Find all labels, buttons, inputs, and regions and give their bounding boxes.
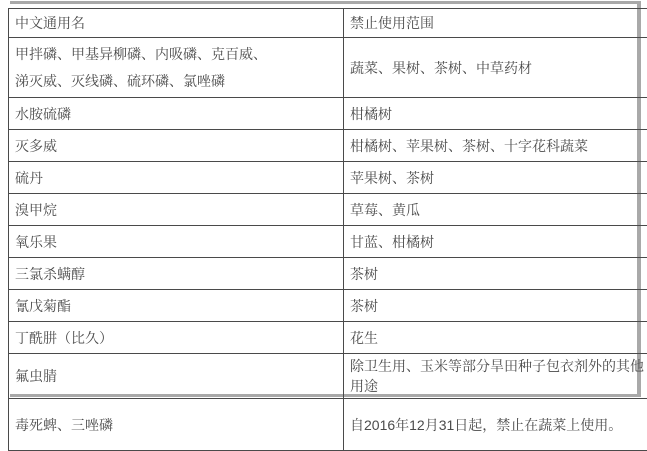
table-row (9, 258, 647, 290)
header-prohibited-scope: 禁止使用范围 (344, 9, 647, 38)
pesticide-name-cell: 溴甲烷 (9, 194, 344, 226)
pesticide-name-cell (9, 38, 344, 98)
prohibited-scope-cell: 除卫生用、玉米等部分旱田种子包衣剂外的其他用途 (344, 354, 647, 399)
prohibited-scope-cell: 草莓、黄瓜 (344, 194, 647, 226)
pesticide-name-cell: 氟虫腈 (9, 354, 344, 399)
table-row (9, 130, 647, 162)
table-row (9, 322, 647, 354)
pesticide-name-cell: 硫丹 (9, 162, 344, 194)
pesticide-name-cell: 灭多威 (9, 130, 344, 162)
prohibited-scope-cell: 花生 (344, 322, 647, 354)
pesticide-name-cell: 氧乐果 (9, 226, 344, 258)
table-row (9, 399, 647, 451)
pesticide-name-line: 甲拌磷、甲基异柳磷、内吸磷、克百威、 (15, 41, 337, 68)
prohibited-scope-cell: 茶树 (344, 258, 647, 290)
table-row (9, 98, 647, 130)
prohibited-scope-cell: 甘蓝、柑橘树 (344, 226, 647, 258)
pesticide-name-cell: 水胺硫磷 (9, 98, 344, 130)
prohibited-scope-cell: 自2016年12月31日起，禁止在蔬菜上使用。 (344, 399, 647, 451)
pesticide-name-cell: 毒死蜱、三唑磷 (9, 399, 344, 451)
pesticide-name-line: 涕灭威、灭线磷、硫环磷、氯唑磷 (15, 68, 337, 95)
pesticide-name-cell: 三氯杀螨醇 (9, 258, 344, 290)
table-row (9, 290, 647, 322)
table-row (9, 162, 647, 194)
table-header-row (9, 9, 647, 38)
table-row (9, 38, 647, 98)
prohibited-scope-cell: 柑橘树、苹果树、茶树、十字花科蔬菜 (344, 130, 647, 162)
table-row (9, 194, 647, 226)
table-row (9, 354, 647, 399)
prohibited-scope-cell: 茶树 (344, 290, 647, 322)
pesticide-name-cell: 氰戊菊酯 (9, 290, 344, 322)
prohibited-scope-cell: 蔬菜、果树、茶树、中草药材 (344, 38, 647, 98)
table-row (9, 226, 647, 258)
header-chinese-name: 中文通用名 (9, 9, 344, 38)
prohibited-scope-cell: 柑橘树 (344, 98, 647, 130)
pesticide-name-cell: 丁酰肼（比久） (9, 322, 344, 354)
prohibited-scope-cell: 苹果树、茶树 (344, 162, 647, 194)
image-frame-top (10, 1, 641, 4)
banned-pesticides-table (8, 8, 647, 451)
